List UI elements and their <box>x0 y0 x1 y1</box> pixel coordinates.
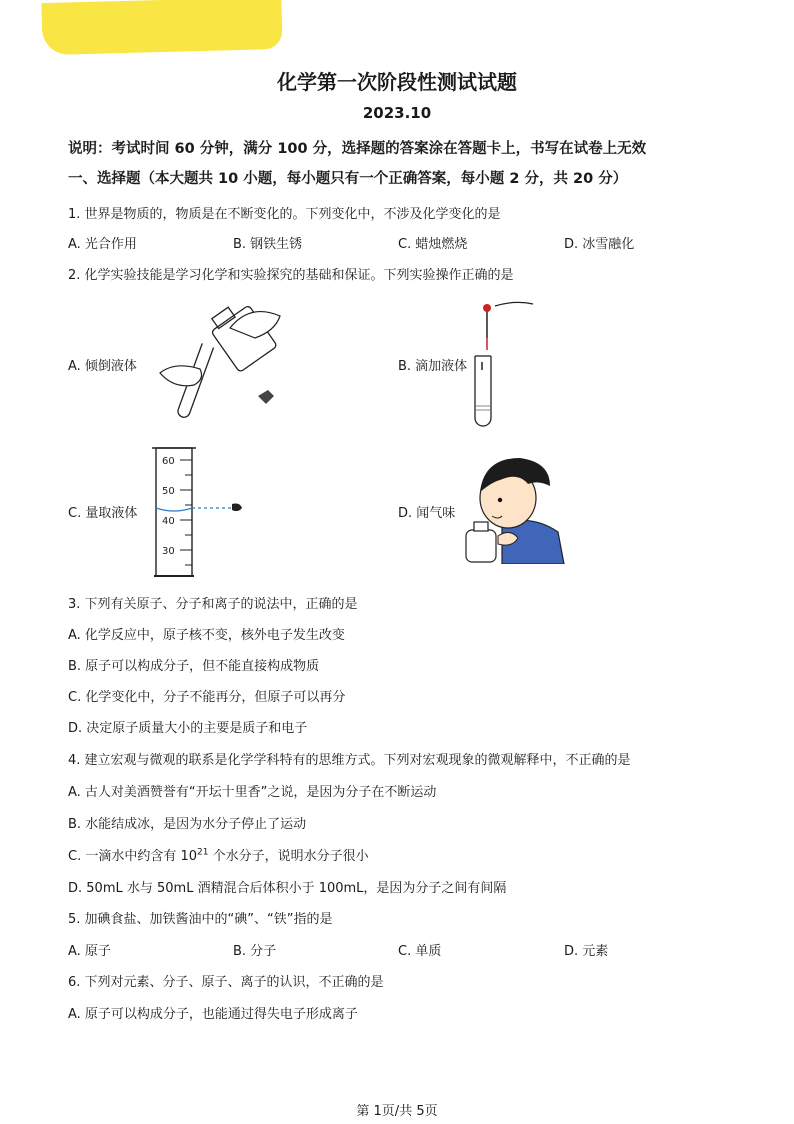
q5-option-c: C. 单质 <box>398 944 442 959</box>
q1-option-d: D. 冰雪融化 <box>564 237 635 252</box>
pouring-liquid-figure <box>150 298 285 420</box>
q2-option-a: A. 倾倒液体 <box>68 359 137 374</box>
q5-option-d: D. 元素 <box>564 944 609 959</box>
yellow-highlighter-mark <box>41 0 282 55</box>
dropping-liquid-figure <box>465 298 535 428</box>
q3-option-b: B. 原子可以构成分子，但不能直接构成物质 <box>68 659 320 674</box>
question-1-stem: 1. 世界是物质的，物质是在不断变化的。下列变化中，不涉及化学变化的是 <box>68 207 501 222</box>
exam-date: 2023.10 <box>362 104 432 122</box>
question-6-stem: 6. 下列对元素、分子、原子、离子的认识，不正确的是 <box>68 975 384 990</box>
question-3-stem: 3. 下列有关原子、分子和离子的说法中，正确的是 <box>68 597 358 612</box>
question-4-stem: 4. 建立宏观与微观的联系是化学学科特有的思维方式。下列对宏观现象的微观解释中，不正确的是 <box>68 753 631 768</box>
q1-option-b: B. 钢铁生锈 <box>233 237 303 252</box>
q6-option-a: A. 原子可以构成分子，也能通过得失电子形成离子 <box>68 1007 358 1022</box>
tick-40: 40 <box>162 516 175 527</box>
q1-option-c: C. 蜡烛燃烧 <box>398 237 468 252</box>
measuring-cylinder-figure <box>150 444 250 580</box>
q5-option-b: B. 分子 <box>233 944 277 959</box>
q3-option-d: D. 决定原子质量大小的主要是质子和电子 <box>68 721 308 736</box>
tick-50: 50 <box>162 486 175 497</box>
tick-30: 30 <box>162 546 175 557</box>
q4-option-b: B. 水能结成冰，是因为水分子停止了运动 <box>68 817 307 832</box>
page-title: 化学第一次阶段性测试试题 <box>277 70 517 94</box>
q4-option-a: A. 古人对美酒赞誉有“开坛十里香”之说，是因为分子在不断运动 <box>68 785 437 800</box>
q2-option-d: D. 闻气味 <box>398 506 456 521</box>
q3-option-a: A. 化学反应中，原子核不变，核外电子发生改变 <box>68 628 345 643</box>
q4-option-d: D. 50mL 水与 50mL 酒精混合后体积小于 100mL，是因为分子之间有间隔 <box>68 881 507 896</box>
page-footer: 第 1页/共 5页 <box>356 1104 438 1119</box>
q4-option-c: C. 一滴水中约含有 $10^{21}$ 个水分子，说明水分子很小 <box>68 847 369 864</box>
section-heading: 一、选择题（本大题共 10 小题，每小题只有一个正确答案，每小题 2 分，共 20 分） <box>68 171 628 187</box>
smelling-gas-figure <box>462 452 566 564</box>
q3-option-c: C. 化学变化中，分子不能再分，但原子可以再分 <box>68 690 346 705</box>
question-2-stem: 2. 化学实验技能是学习化学和实验探究的基础和保证。下列实验操作正确的是 <box>68 268 514 283</box>
q5-option-a: A. 原子 <box>68 944 111 959</box>
exam-instructions: 说明：考试时间 60 分钟，满分 100 分，选择题的答案涂在答题卡上，书写在试卷上无效 <box>68 141 647 157</box>
q2-option-b: B. 滴加液体 <box>398 359 468 374</box>
question-5-stem: 5. 加碘食盐、加铁酱油中的“碘”、“铁”指的是 <box>68 912 333 927</box>
tick-60: 60 <box>162 456 175 467</box>
q2-option-c: C. 量取液体 <box>68 506 138 521</box>
q1-option-a: A. 光合作用 <box>68 237 137 252</box>
